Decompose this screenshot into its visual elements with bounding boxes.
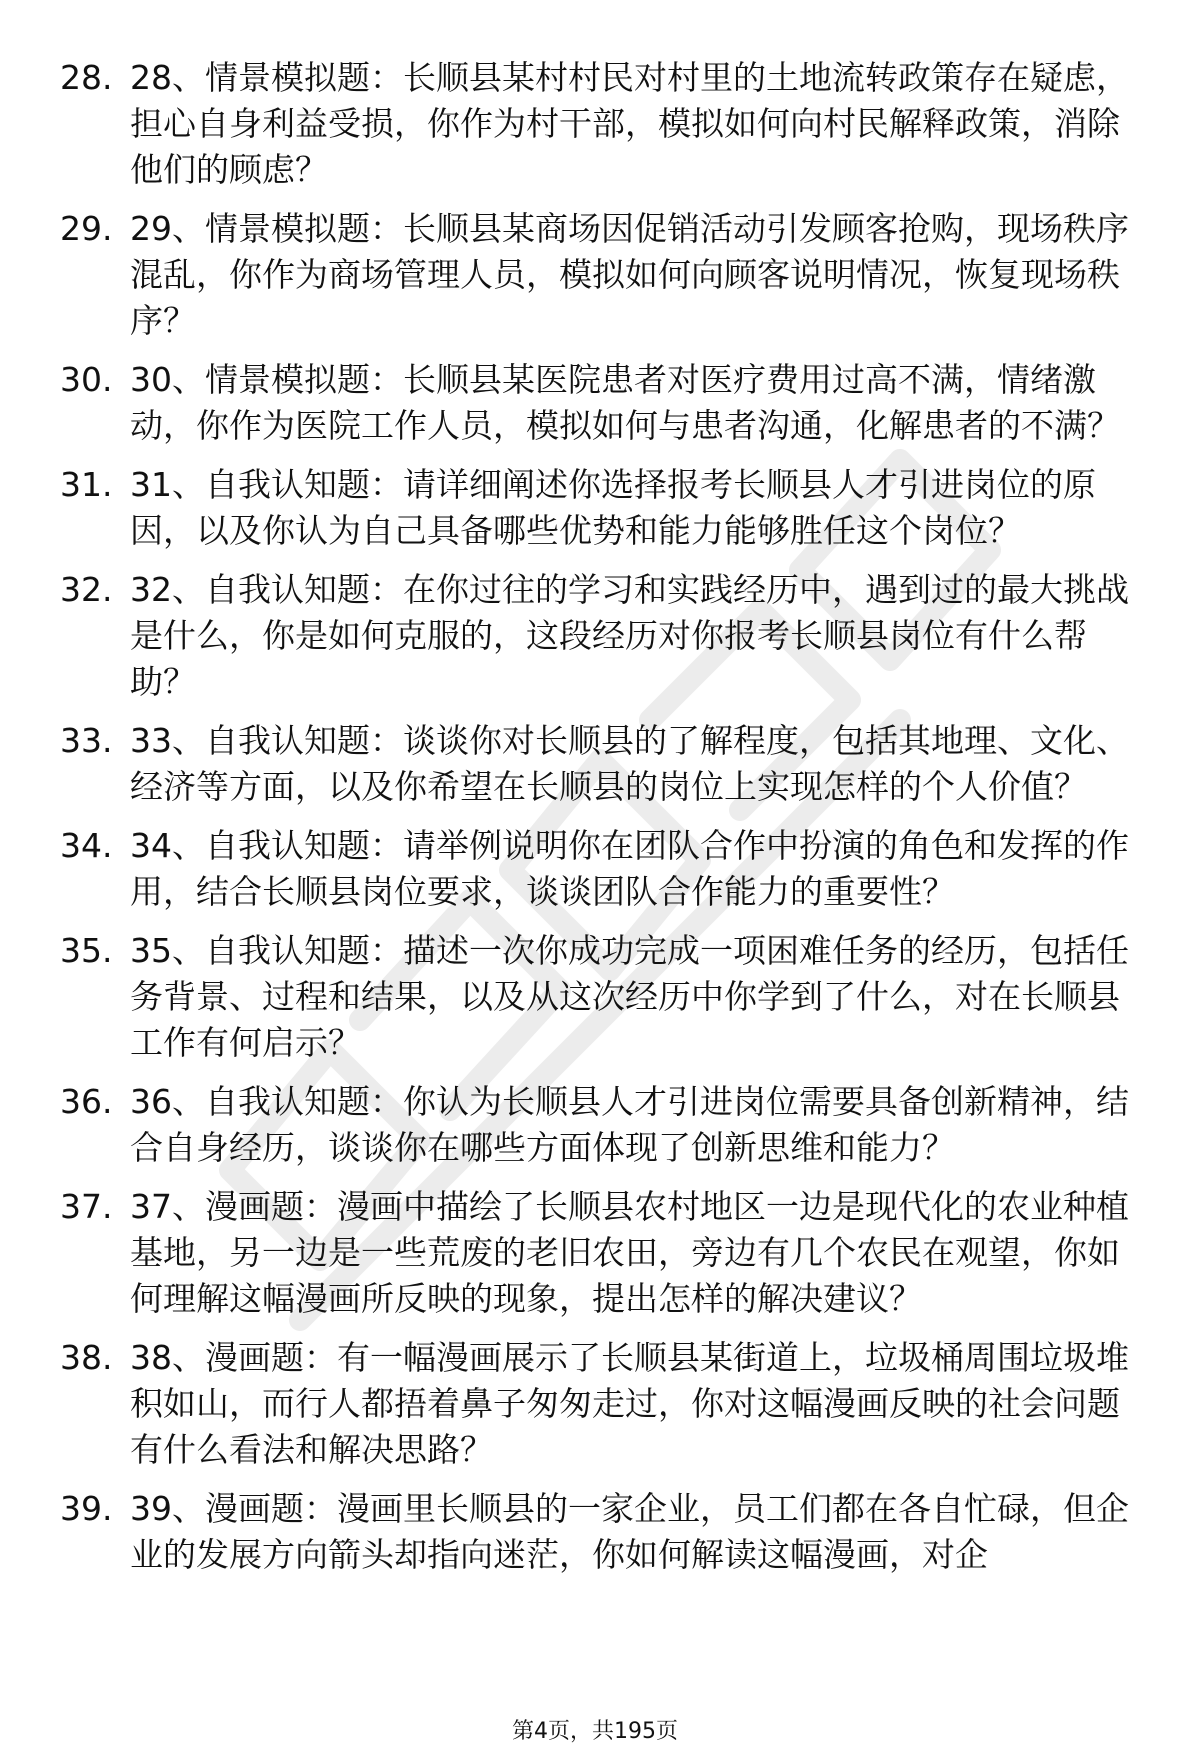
question-number: 34. [60, 826, 113, 865]
question-item [60, 462, 1150, 554]
question-item [60, 357, 1150, 449]
question-number: 28. [60, 58, 113, 97]
question-item [60, 718, 1150, 810]
question-item [60, 823, 1150, 915]
question-item [60, 1184, 1150, 1322]
question-item [60, 1486, 1150, 1578]
question-text: 32、自我认知题：在你过往的学习和实践经历中，遇到过的最大挑战是什么，你是如何克服的，这段经历对你报考长顺县岗位有什么帮助？ [130, 570, 1129, 701]
page-footer: 第4页，共195页 [512, 1719, 678, 1744]
question-text: 35、自我认知题：描述一次你成功完成一项困难任务的经历，包括任务背景、过程和结果，以及从这次经历中你学到了什么，对在长顺县工作有何启示？ [130, 931, 1129, 1062]
question-number: 32. [60, 570, 113, 609]
question-text: 30、情景模拟题：长顺县某医院患者对医疗费用过高不满，情绪激动，你作为医院工作人员，模拟如何与患者沟通，化解患者的不满？ [130, 360, 1120, 445]
question-text: 31、自我认知题：请详细阐述你选择报考长顺县人才引进岗位的原因，以及你认为自己具备哪些优势和能力能够胜任这个岗位？ [130, 465, 1096, 550]
question-text: 38、漫画题：有一幅漫画展示了长顺县某街道上，垃圾桶周围垃圾堆积如山，而行人都捂着鼻子匆匆走过，你对这幅漫画反映的社会问题有什么看法和解决思路？ [130, 1338, 1129, 1469]
question-number: 35. [60, 931, 113, 970]
question-item [60, 206, 1150, 344]
question-number: 36. [60, 1082, 113, 1121]
question-text: 28、情景模拟题：长顺县某村村民对村里的土地流转政策存在疑虑，担心自身利益受损，你作为村干部，模拟如何向村民解释政策，消除他们的顾虑？ [130, 58, 1129, 189]
question-number: 38. [60, 1338, 113, 1377]
question-number: 29. [60, 209, 113, 248]
question-text: 39、漫画题：漫画里长顺县的一家企业，员工们都在各自忙碌，但企业的发展方向箭头却指向迷茫，你如何解读这幅漫画，对企 [130, 1489, 1129, 1574]
question-number: 33. [60, 721, 113, 760]
question-list [60, 55, 1150, 1591]
question-item [60, 1079, 1150, 1171]
question-text: 34、自我认知题：请举例说明你在团队合作中扮演的角色和发挥的作用，结合长顺县岗位要求，谈谈团队合作能力的重要性？ [130, 826, 1129, 911]
question-item [60, 1335, 1150, 1473]
question-number: 31. [60, 465, 113, 504]
question-text: 29、情景模拟题：长顺县某商场因促销活动引发顾客抢购，现场秩序混乱，你作为商场管理人员，模拟如何向顾客说明情况，恢复现场秩序？ [130, 209, 1129, 340]
question-text: 37、漫画题：漫画中描绘了长顺县农村地区一边是现代化的农业种植基地，另一边是一些荒废的老旧农田，旁边有几个农民在观望，你如何理解这幅漫画所反映的现象，提出怎样的解决建议？ [130, 1187, 1129, 1318]
question-text: 36、自我认知题：你认为长顺县人才引进岗位需要具备创新精神，结合自身经历，谈谈你在哪些方面体现了创新思维和能力？ [130, 1082, 1129, 1167]
question-number: 30. [60, 360, 113, 399]
question-number: 37. [60, 1187, 113, 1226]
question-number: 39. [60, 1489, 113, 1528]
question-text: 33、自我认知题：谈谈你对长顺县的了解程度，包括其地理、文化、经济等方面，以及你希望在长顺县的岗位上实现怎样的个人价值？ [130, 721, 1129, 806]
question-item [60, 567, 1150, 705]
question-item [60, 928, 1150, 1066]
question-item [60, 55, 1150, 193]
